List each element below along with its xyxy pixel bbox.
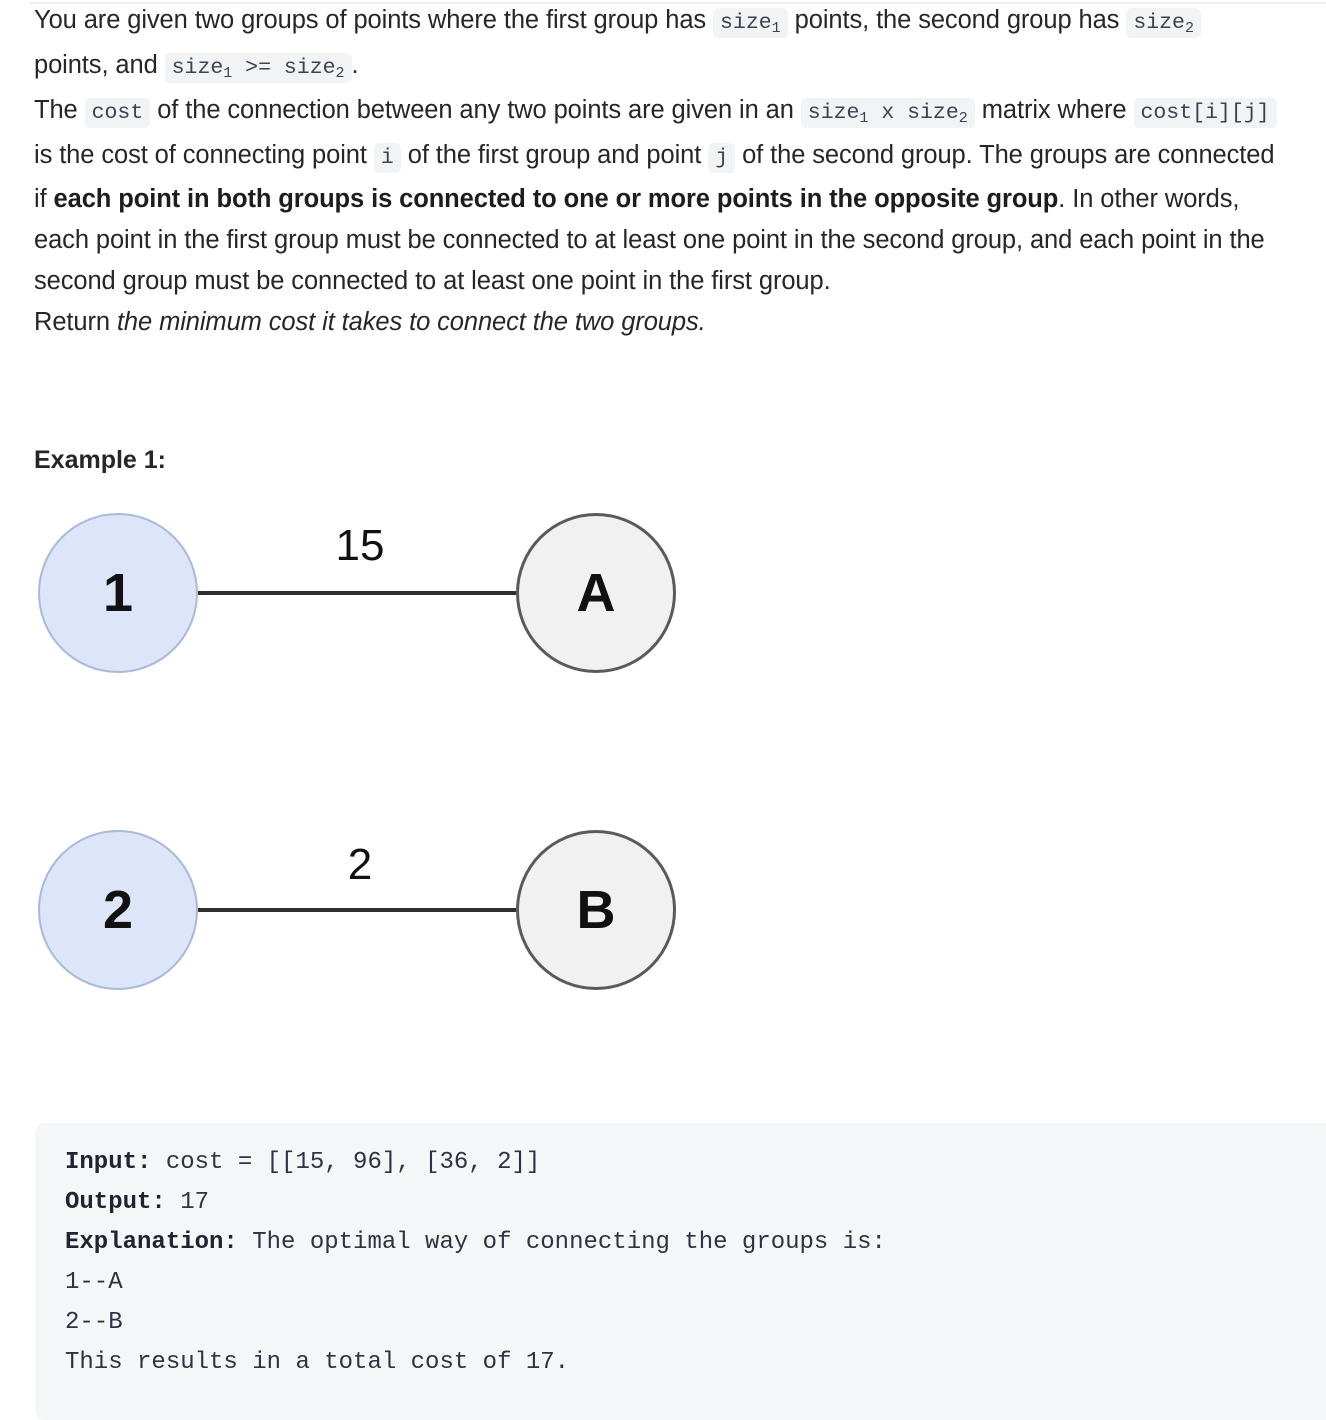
para1-text-1: You are given two groups of points where the first group has [34, 6, 714, 34]
para1-text-2: points, the second group has [787, 6, 1127, 34]
problem-paragraph-2 [0, 90, 1280, 302]
explanation-line-3: This results in a total cost of 17. [65, 1349, 570, 1376]
input-value: cost = [[15, 96], [36, 2]] [151, 1149, 541, 1176]
input-label: Input: [65, 1149, 152, 1176]
para1-text-3: points, and [34, 51, 165, 79]
example-1-code-text [65, 1143, 1326, 1383]
inline-code-size-compare [165, 53, 352, 83]
inline-code-size2 [1126, 8, 1201, 38]
para2-text-1: The [34, 96, 85, 124]
para3-italic: the minimum cost it takes to connect the two groups. [116, 308, 706, 336]
inline-code-matrix-dims [801, 98, 975, 128]
inline-code-subscript: 1 [771, 20, 781, 37]
inline-code-cost-ij [1134, 98, 1277, 128]
para2-text-5: of the first group and point [400, 141, 709, 169]
inline-code-text-b: x size [868, 101, 959, 125]
graph-node-1 [38, 513, 198, 673]
inline-code-text: size [171, 56, 224, 80]
para2-bold-emphasis: each point in both groups is connected to one or more points in the opposite group [53, 185, 1059, 213]
inline-code-subscript-b: 2 [335, 65, 345, 82]
output-value: 17 [165, 1189, 210, 1216]
problem-paragraph-3 [0, 302, 1280, 343]
para2-text-4: is the cost of connecting point [34, 141, 374, 169]
inline-code-cost [85, 98, 151, 128]
inline-code-text: size [1133, 11, 1185, 35]
para3-text-1: Return [34, 308, 117, 336]
example-1-heading: Example 1: [34, 446, 167, 474]
graph-node-2-label: 2 [102, 880, 134, 940]
inline-code-size1 [713, 8, 788, 38]
inline-code-i [374, 143, 401, 173]
graph-edge-1-A-weight: 15 [335, 521, 385, 570]
para2-text-7: . In other words, each point in the first group must be connected to at least one point in the second group, and each point in the second group must be connected to at least one point in the first group. [34, 185, 1265, 295]
example-1-code-block [35, 1123, 1326, 1420]
graph-node-2 [38, 830, 198, 990]
inline-code-subscript: 1 [223, 65, 233, 82]
graph-node-B [516, 830, 676, 990]
inline-code-text: j [715, 146, 729, 170]
inline-code-subscript: 2 [1184, 20, 1194, 37]
problem-paragraph-1 [0, 0, 1280, 90]
para2-text-6: of the second group. The groups are connected if [34, 141, 1275, 213]
explanation-label: Explanation: [65, 1229, 238, 1256]
graph-node-B-label: B [576, 880, 616, 940]
graph-node-1-label: 1 [102, 563, 134, 623]
inline-code-text: size [807, 101, 860, 125]
example-1-diagram [0, 503, 1326, 1003]
graph-edge-2-B-weight: 2 [347, 840, 373, 889]
inline-code-text: cost [91, 101, 144, 125]
inline-code-text: i [380, 146, 394, 170]
explanation-line-2: 2--B [65, 1309, 123, 1336]
output-label: Output: [65, 1189, 166, 1216]
para1-text-4: . [351, 51, 359, 79]
para2-text-3: matrix where [974, 96, 1134, 124]
explanation-value: The optimal way of connecting the groups is: [237, 1229, 886, 1256]
inline-code-subscript: 1 [859, 110, 869, 127]
inline-code-text-b: >= size [232, 56, 336, 80]
inline-code-subscript-b: 2 [958, 110, 968, 127]
inline-code-text: size [720, 11, 772, 35]
graph-node-A [516, 513, 676, 673]
para2-text-2: of the connection between any two points are given in an [150, 96, 801, 124]
explanation-line-1: 1--A [65, 1269, 123, 1296]
graph-edge-1-A-line [198, 591, 516, 595]
graph-node-A-label: A [576, 563, 616, 623]
inline-code-text: cost[i][j] [1140, 101, 1270, 125]
graph-edge-2-B-line [198, 908, 516, 912]
inline-code-j [708, 143, 735, 173]
